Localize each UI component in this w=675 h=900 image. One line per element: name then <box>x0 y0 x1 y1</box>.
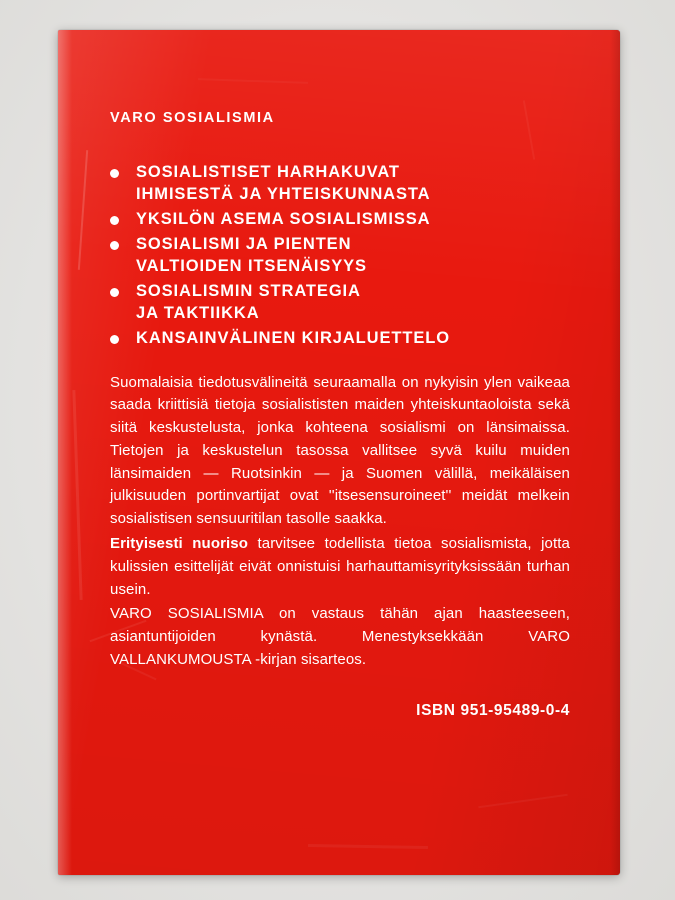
list-item-line1: SOSIALISTISET HARHAKUVAT <box>136 163 400 181</box>
cover-scuff <box>78 150 88 270</box>
blurb-paragraph-3: VARO SOSIALISMIA on vastaus tähän ajan haasteeseen, asiantuntijoiden kynästä. Menestyksekkään VARO VALLANKUMOUSTA -kirjan sisarteos. <box>110 605 570 669</box>
cover-left-edge-highlight <box>58 30 72 875</box>
list-item-line2: JA TAKTIIKKA <box>136 303 260 322</box>
blurb-paragraph-2 <box>110 533 570 601</box>
book-back-cover <box>58 30 620 875</box>
list-item-line1: SOSIALISMI JA PIENTEN <box>136 234 352 253</box>
list-item <box>110 328 570 350</box>
list-item <box>110 234 570 278</box>
bullet-dot-icon <box>110 216 119 225</box>
list-item-line2: VALTIOIDEN ITSENÄISYYS <box>136 256 367 275</box>
list-item-line2: IHMISESTÄ JA YHTEISKUNNASTA <box>136 184 431 203</box>
cover-scuff <box>72 390 82 600</box>
cover-scuff <box>478 794 567 809</box>
back-cover-content <box>110 110 570 672</box>
bullet-dot-icon <box>110 335 119 344</box>
list-item <box>110 281 570 325</box>
list-item-line1: KANSAINVÄLINEN KIRJALUETTELO <box>136 328 450 347</box>
list-item-line1: YKSILÖN ASEMA SOSIALISMISSA <box>136 209 431 228</box>
bullet-dot-icon <box>110 288 119 297</box>
bullet-dot-icon <box>110 169 119 178</box>
cover-right-edge-shadow <box>610 30 620 875</box>
isbn-text: ISBN 951-95489-0-4 <box>416 702 570 719</box>
list-item-line1: SOSIALISMIN STRATEGIA <box>136 281 361 300</box>
blurb-paragraph-1: Suomalaisia tiedotusvälineitä seuraamalla on nykyisin ylen vaikeaa saada kriittisiä tietoja sosialististen maiden yhteiskuntaoloista sekä siitä keskustelusta, jonka kohteena sosialismi on länsimaissa. Tietojen ja keskustelun tasossa vallitsee syvä kuilu muiden länsimaiden — Ruotsinkin — ja Suomen välillä, meikäläisen julkisuuden portinvartijat ovat ''itsesensuroineet'' meidät melkein sosialistisen sensuuritilan tasolle saakka. <box>110 373 570 528</box>
topic-list <box>110 162 570 350</box>
bullet-dot-icon <box>110 241 119 250</box>
cover-scuff <box>198 78 308 84</box>
series-title: VARO SOSIALISMIA <box>110 110 275 126</box>
blurb-lead-bold: Erityisesti nuoriso <box>110 535 248 553</box>
blurb-text <box>110 372 570 672</box>
list-item <box>110 209 570 231</box>
list-item <box>110 162 570 206</box>
cover-scuff <box>308 844 428 849</box>
blurb-paragraph-2-rest: tarvitsee todellista tietoa sosialismista, jotta kulissien esittelijät eivät onnistuisi harhauttamisyrityksissään turhan usein. <box>110 535 570 598</box>
